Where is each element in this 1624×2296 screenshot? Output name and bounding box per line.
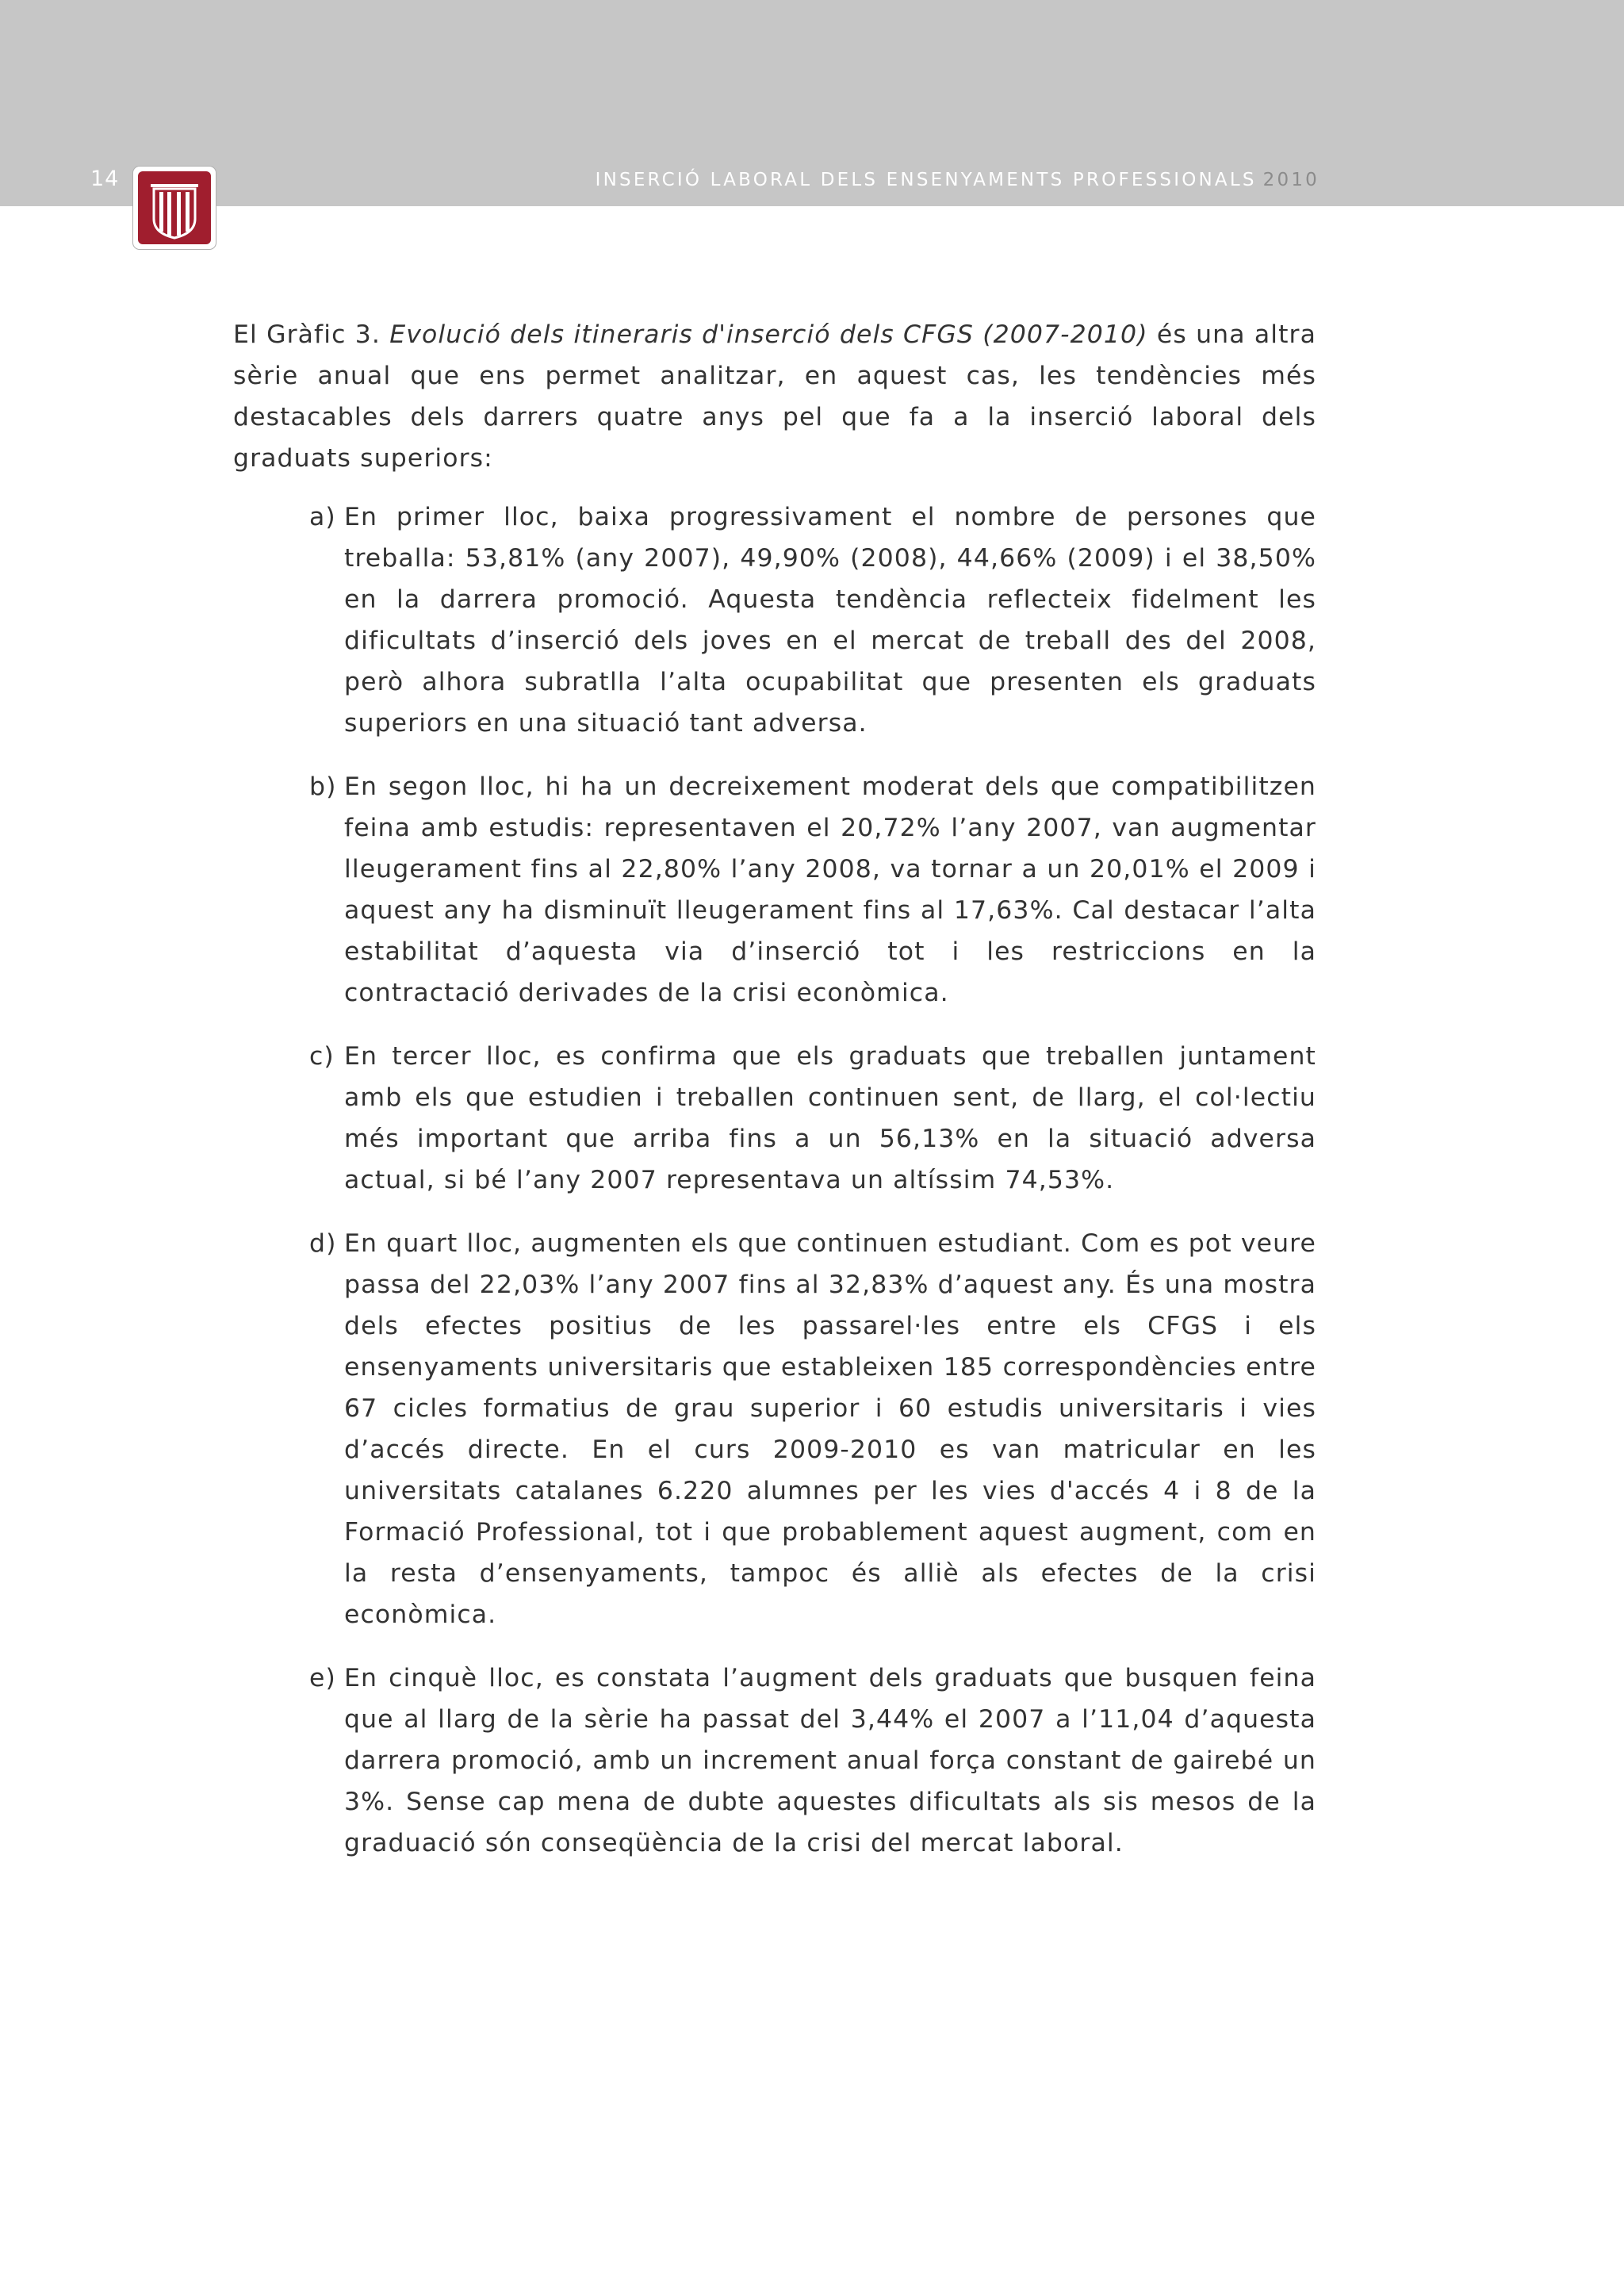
crest-stripes-icon [133,167,216,249]
list-marker: d) [309,1229,337,1258]
list-item-text: En cinquè lloc, es constata l’augment dels graduats que busquen feina que al llarg de la sèrie ha passat del 3,44% el 2007 a l’11,04 d’aquesta darrera promoció, amb un increment anual força constant de gairebé un 3%. Sense cap mena de dubte aquestes dificultats als sis mesos de la graduació són conseqüència de la crisi del mercat laboral. [344,1664,1316,1857]
running-title [596,170,1320,190]
list-marker: c) [309,1042,335,1071]
running-title-text: INSERCIÓ LABORAL DELS ENSENYAMENTS PROFESSIONALS [595,170,1257,190]
list-marker: a) [309,503,336,531]
page-number: 14 [90,167,120,191]
list-marker: b) [309,772,337,801]
intro-lead: El Gràfic 3. [233,320,390,349]
list-item-text: En segon lloc, hi ha un decreixement moderat dels que compatibilitzen feina amb estudis: representaven el 20,72% l’any 2007, van augmentar lleugerament fins al 22,80% l’any 2008, va tornar a un 20,01% el 2009 i aquest any ha disminuït lleugerament fins al 17,63%. Cal destacar l’alta estabilitat d’aquesta via d’inserció tot i les restriccions en la contractació derivades de la crisi econòmica. [344,772,1316,1007]
generalitat-crest-icon [133,167,216,249]
list-marker: e) [309,1664,336,1692]
list-item [233,496,1316,744]
page-header-band [0,0,1624,206]
list-item-text: En tercer lloc, es confirma que els graduats que treballen juntament amb els que estudien i treballen continuen sent, de llarg, el col·lectiu més important que arriba fins a un 56,13% en la situació adversa actual, si bé l’any 2007 representava un altíssim 74,53%. [344,1042,1316,1194]
main-text [233,314,1316,1886]
list-item [233,766,1316,1014]
intro-rest: és una altra sèrie anual que ens permet analitzar, en aquest cas, les tendències més destacables dels darrers quatre anys pel que fa a la inserció laboral dels graduats superiors: [233,320,1317,473]
list-item-text: En primer lloc, baixa progressivament el nombre de persones que treballa: 53,81% (any 2007), 49,90% (2008), 44,66% (2009) i el 38,50% en la darrera promoció. Aquesta tendència reflecteix fidelment les dificultats d’inserció dels joves en el mercat de treball des del 2008, però alhora subratlla l’alta ocupabilitat que presenten els graduats superiors en una situació tant adversa. [344,503,1316,738]
intro-paragraph [233,314,1316,479]
findings-list [233,496,1316,1864]
intro-chart-reference: Evolució dels itineraris d'inserció dels CFGS (2007-2010) [389,320,1148,349]
list-item [233,1036,1316,1201]
list-item [233,1658,1316,1864]
list-item-text: En quart lloc, augmenten els que continuen estudiant. Com es pot veure passa del 22,03% l’any 2007 fins al 32,83% d’aquest any. És una mostra dels efectes positius de les passarel·les entre els CFGS i els ensenyaments universitaris que estableixen 185 correspondències entre 67 cicles formatius de grau superior i 60 estudis universitaris i vies d’accés directe. En el curs 2009-2010 es van matricular en les universitats catalanes 6.220 alumnes per les vies d'accés 4 i 8 de la Formació Professional, tot i que probablement aquest augment, com en la resta d’ensenyaments, tampoc és alliè als efectes de la crisi econòmica. [344,1229,1316,1629]
list-item [233,1223,1316,1635]
running-title-year: 2010 [1262,170,1320,190]
